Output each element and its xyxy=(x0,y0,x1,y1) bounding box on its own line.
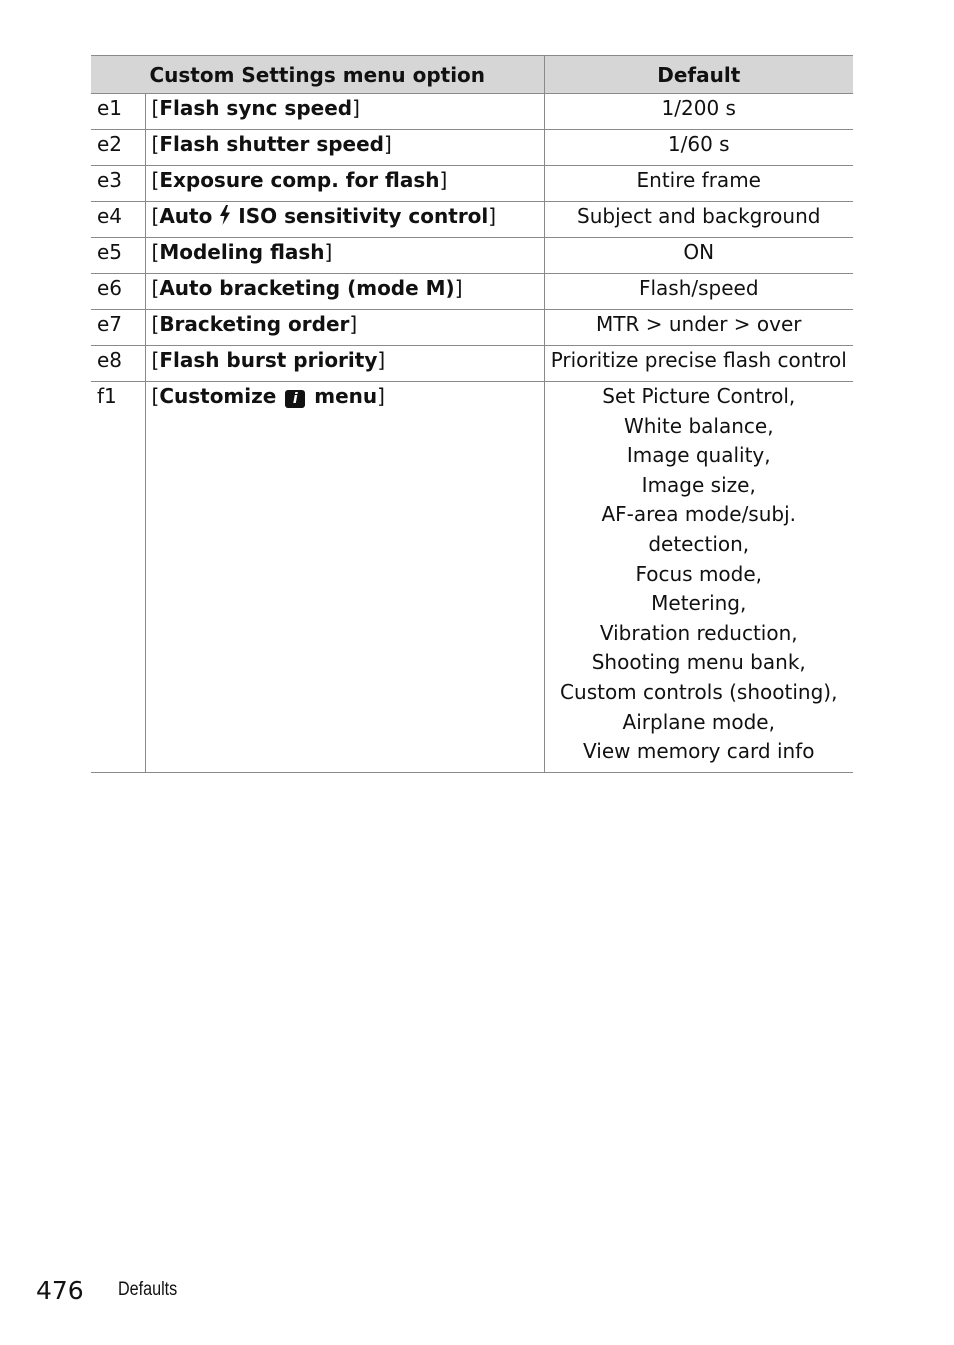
row-default: 1/60 s xyxy=(544,130,853,166)
row-option: [Auto bracketing (mode M)] xyxy=(145,274,544,310)
row-default: ON xyxy=(544,238,853,274)
table-body xyxy=(91,94,853,773)
row-option-label: Customize xyxy=(159,384,277,408)
row-code: e3 xyxy=(91,166,145,202)
row-code: e5 xyxy=(91,238,145,274)
i-menu-icon: i xyxy=(285,390,305,408)
row-option-label-suffix: menu xyxy=(314,384,378,408)
row-option: [Flash burst priority] xyxy=(145,346,544,382)
row-option: [Flash shutter speed] xyxy=(145,130,544,166)
row-default: Entire frame xyxy=(544,166,853,202)
row-code: e2 xyxy=(91,130,145,166)
default-line: Focus mode, xyxy=(635,561,763,586)
section-label: Defaults xyxy=(118,1279,178,1300)
row-default: 1/200 s xyxy=(544,94,853,130)
row-default: Flash/speed xyxy=(544,274,853,310)
row-option-label: Flash shutter speed xyxy=(159,132,384,156)
row-default: Subject and background xyxy=(544,202,853,238)
default-line: detection, xyxy=(648,531,750,556)
row-option: [Bracketing order] xyxy=(145,310,544,346)
default-line: Vibration reduction, xyxy=(599,620,798,645)
page-number: 476 xyxy=(36,1276,84,1305)
row-option-label: Bracketing order xyxy=(159,312,350,336)
row-option: [Modeling flash] xyxy=(145,238,544,274)
default-line: View memory card info xyxy=(583,739,815,764)
table-row-e5 xyxy=(91,238,853,274)
row-option: [Customize i menu] xyxy=(145,382,544,773)
default-line: Image size, xyxy=(641,472,756,497)
default-line: Set Picture Control, xyxy=(602,384,796,408)
row-default: Prioritize precise flash control xyxy=(544,346,853,382)
header-option: Custom Settings menu option xyxy=(91,56,544,94)
row-code: e7 xyxy=(91,310,145,346)
table-row-e7 xyxy=(91,310,853,346)
row-option: [Exposure comp. for flash] xyxy=(145,166,544,202)
header-default: Default xyxy=(544,56,853,94)
default-line: AF-area mode/subj. xyxy=(601,502,797,527)
row-code: e8 xyxy=(91,346,145,382)
row-code: e6 xyxy=(91,274,145,310)
table-row-f1 xyxy=(91,382,853,773)
row-option-label: Modeling flash xyxy=(159,240,325,264)
row-option: [Auto ISO sensitivity control] xyxy=(145,202,544,238)
table-row-e8 xyxy=(91,346,853,382)
row-code: e1 xyxy=(91,94,145,130)
default-line: White balance, xyxy=(623,413,774,438)
row-option-label: Flash sync speed xyxy=(159,96,353,120)
table-row-e4 xyxy=(91,202,853,238)
row-option-label: Auto bracketing (mode M) xyxy=(159,276,455,300)
custom-settings-defaults-table xyxy=(91,55,853,773)
row-default: MTR > under > over xyxy=(544,310,853,346)
table-row-e6 xyxy=(91,274,853,310)
default-line: Custom controls (shooting), xyxy=(560,679,838,704)
row-option-label: Flash burst priority xyxy=(159,348,378,372)
default-line: Image quality, xyxy=(626,443,771,468)
table-row-e1 xyxy=(91,94,853,130)
row-option: [Flash sync speed] xyxy=(145,94,544,130)
row-option-label: Exposure comp. for flash xyxy=(159,168,440,192)
row-default-list xyxy=(544,382,853,773)
default-line: Shooting menu bank, xyxy=(591,650,806,675)
row-option-label-suffix: ISO sensitivity control xyxy=(238,204,489,228)
row-option-label: Auto xyxy=(159,204,213,228)
flash-icon xyxy=(219,204,231,234)
table-header-row xyxy=(91,56,853,94)
default-line: Metering, xyxy=(651,591,747,616)
row-code: f1 xyxy=(91,382,145,773)
table-row-e2 xyxy=(91,130,853,166)
default-line: Airplane mode, xyxy=(622,709,775,734)
row-code: e4 xyxy=(91,202,145,238)
table-row-e3 xyxy=(91,166,853,202)
